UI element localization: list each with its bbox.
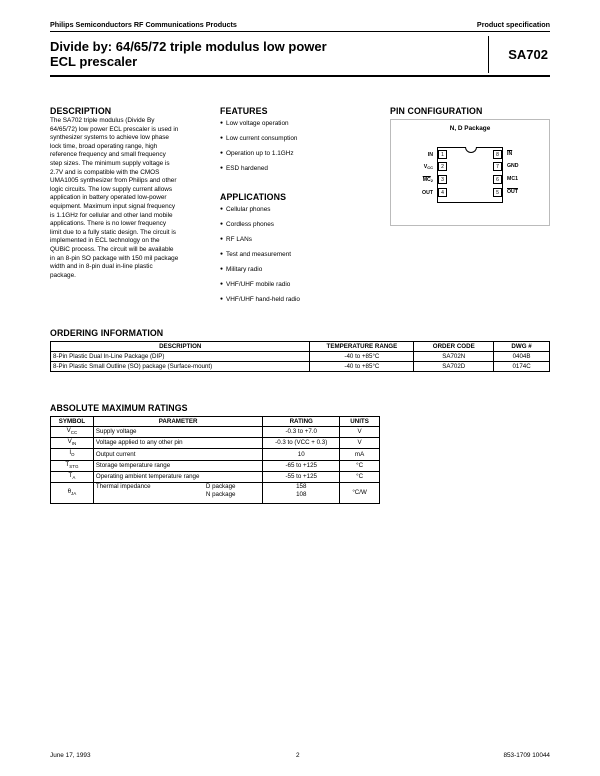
part-number: SA702 xyxy=(508,47,548,62)
symbol-main: V xyxy=(67,438,72,446)
applications-item: ● VHF/UHF mobile radio xyxy=(220,281,290,288)
description-line: application in battery operated low-power xyxy=(50,194,167,202)
description-line: logic circuits. The low supply current allows xyxy=(50,185,173,193)
ratings-value: -65 to +125 xyxy=(263,460,340,471)
ordering-column-header: DESCRIPTION xyxy=(51,342,310,352)
ratings-row xyxy=(51,427,380,438)
ratings-value: 10 xyxy=(263,449,340,460)
thermal-value-d: 158 xyxy=(296,483,307,491)
applications-item: ● VHF/UHF hand-held radio xyxy=(220,296,300,303)
ratings-symbol xyxy=(51,438,94,449)
description-text xyxy=(50,117,210,280)
pin-label-left: OUT xyxy=(422,190,433,196)
ratings-value: -55 to +125 xyxy=(263,471,340,482)
ratings-row xyxy=(51,449,380,460)
header-rule xyxy=(50,31,550,32)
ratings-value: -0.3 to (VCC + 0.3) xyxy=(263,438,340,449)
ratings-parameter: Operating ambient temperature range xyxy=(93,471,262,482)
ordering-column-header: DWG # xyxy=(494,342,550,352)
ratings-unit: °C xyxy=(340,460,380,471)
description-line: width and in 8-pin dual in-line plastic xyxy=(50,263,153,271)
applications-item: ● Cellular phones xyxy=(220,206,270,213)
ordering-row xyxy=(51,362,550,372)
ratings-symbol xyxy=(51,460,94,471)
thermal-pkg-n: N package xyxy=(205,491,236,499)
ratings-parameter xyxy=(93,483,262,504)
pin-label-right: $\overline{IN}$ xyxy=(507,151,513,157)
description-line: step sizes. The minimum supply voltage is xyxy=(50,159,170,167)
features-heading: FEATURES xyxy=(220,106,268,116)
thermal-pkg-d: D package xyxy=(205,483,236,491)
pin-label-left: VCC xyxy=(423,164,433,170)
pin-label-right: GND xyxy=(507,163,519,169)
footer-doc-number: 853-1709 10044 xyxy=(503,752,550,759)
ratings-parameter: Voltage applied to any other pin xyxy=(93,438,262,449)
ratings-symbol xyxy=(51,449,94,460)
ratings-value: -0.3 to +7.0 xyxy=(263,427,340,438)
ordering-cell: 0404B xyxy=(494,352,550,362)
ratings-row xyxy=(51,471,380,482)
pin-number: 8 xyxy=(493,150,502,159)
applications-heading: APPLICATIONS xyxy=(220,192,287,202)
description-line: 64/65/72) low power ECL prescaler is used in xyxy=(50,125,179,133)
pin-label-right: $\overline{OUT}$ xyxy=(507,189,518,195)
footer-date: June 17, 1993 xyxy=(50,752,91,759)
features-item: ● Low voltage operation xyxy=(220,120,289,127)
page-title xyxy=(50,40,327,69)
ratings-unit: °C/W xyxy=(340,483,380,504)
description-line: equipment. Maximum input signal frequency xyxy=(50,202,176,210)
footer-page-number: 2 xyxy=(296,752,300,759)
ordering-cell: SA702N xyxy=(414,352,494,362)
thermal-param-label: Thermal impedance xyxy=(95,483,151,491)
pin-label-left: IN xyxy=(427,152,433,158)
pin-number: 5 xyxy=(493,188,502,197)
ratings-column-header: UNITS xyxy=(340,417,380,427)
ordering-heading: ORDERING INFORMATION xyxy=(50,328,164,338)
ordering-cell: 8-Pin Plastic Dual In-Line Package (DIP) xyxy=(51,352,310,362)
pin-number: 6 xyxy=(493,175,502,184)
ordering-cell: 8-Pin Plastic Small Outline (SO) package (Surface-mount) xyxy=(51,362,310,372)
title-rule xyxy=(50,75,550,77)
description-line: in an 8-pin SO package with 150 mil package xyxy=(50,254,179,262)
ratings-symbol xyxy=(51,471,94,482)
ratings-parameter: Output current xyxy=(93,449,262,460)
ratings-value xyxy=(263,483,340,504)
ratings-table xyxy=(50,416,380,504)
description-line: implemented in ECL technology on the xyxy=(50,237,160,245)
ordering-cell: -40 to +85°C xyxy=(310,362,414,372)
header-doc-type: Product specification xyxy=(476,20,550,29)
pin-number: 7 xyxy=(493,162,502,171)
package-label: N, D Package xyxy=(449,125,491,132)
ratings-row xyxy=(51,438,380,449)
ordering-cell: 0174C xyxy=(494,362,550,372)
applications-item: ● RF LANs xyxy=(220,236,252,243)
ratings-parameter: Supply voltage xyxy=(93,427,262,438)
pin-label-right: MC1 xyxy=(507,176,518,182)
symbol-main: I xyxy=(69,449,72,457)
title-divider xyxy=(488,36,489,73)
applications-item: ● Test and measurement xyxy=(220,251,291,258)
description-line: applications. There is no lower frequency xyxy=(50,220,167,228)
description-line: synthesizer systems to achieve low phase xyxy=(50,134,169,142)
ratings-unit: °C xyxy=(340,471,380,482)
ic-notch xyxy=(465,147,477,153)
ratings-parameter: Storage temperature range xyxy=(93,460,262,471)
ordering-cell: SA702D xyxy=(414,362,494,372)
description-line: is 1.1GHz for cellular and other land mobile xyxy=(50,211,173,219)
ratings-column-header: PARAMETER xyxy=(93,417,262,427)
features-item: ● Low current consumption xyxy=(220,135,297,142)
ordering-cell: -40 to +85°C xyxy=(310,352,414,362)
ratings-column-header: RATING xyxy=(263,417,340,427)
description-line: limit due to a fully static design. The circuit is xyxy=(50,228,176,236)
pin-number: 1 xyxy=(438,150,447,159)
symbol-main: θ xyxy=(67,488,72,496)
ordering-column-header: TEMPERATURE RANGE xyxy=(310,342,414,352)
symbol-main: T xyxy=(68,471,73,479)
header-company: Philips Semiconductors RF Communications Products xyxy=(50,20,237,29)
ratings-symbol xyxy=(51,427,94,438)
symbol-sub: CC xyxy=(70,430,78,436)
ordering-table xyxy=(50,341,550,372)
description-line: lock time, broad operating range, high xyxy=(50,142,158,150)
pin-number: 2 xyxy=(438,162,447,171)
ratings-heading: ABSOLUTE MAXIMUM RATINGS xyxy=(50,403,188,413)
ratings-column-header: SYMBOL xyxy=(51,417,94,427)
symbol-sub: JA xyxy=(71,491,77,497)
ordering-column-header: ORDER CODE xyxy=(414,342,494,352)
title-line-1: Divide by: 64/65/72 triple modulus low power xyxy=(50,39,327,54)
title-line-2: ECL prescaler xyxy=(50,53,138,69)
symbol-main: V xyxy=(66,427,71,434)
description-line: UMA1005 synthesizer from Philips and other xyxy=(50,177,177,185)
description-line: 2.7V and is compatible with the CMOS xyxy=(50,168,160,176)
symbol-sub: IN xyxy=(71,441,77,447)
ratings-unit: V xyxy=(340,438,380,449)
features-item: ● ESD hardened xyxy=(220,165,268,172)
ratings-row xyxy=(51,460,380,471)
pin-number: 4 xyxy=(438,188,447,197)
thermal-value-n: 108 xyxy=(296,491,307,499)
applications-item: ● Cordless phones xyxy=(220,221,274,228)
description-line: package. xyxy=(50,271,76,279)
description-heading: DESCRIPTION xyxy=(50,106,112,116)
symbol-main: T xyxy=(65,460,70,468)
symbol-sub: A xyxy=(72,475,76,481)
ratings-unit: V xyxy=(340,427,380,438)
pin-number: 3 xyxy=(438,175,447,184)
ratings-row-thermal xyxy=(51,483,380,504)
pin-label-left: $\overline{MC}2$ xyxy=(422,177,433,183)
ratings-unit: mA xyxy=(340,449,380,460)
ratings-symbol xyxy=(51,483,94,504)
symbol-sub: STG xyxy=(69,463,79,469)
pin-config-heading: PIN CONFIGURATION xyxy=(390,106,483,116)
description-line: The SA702 triple modulus (Divide By xyxy=(50,117,155,124)
features-item: ● Operation up to 1.1GHz xyxy=(220,150,294,157)
description-line: reference frequency and small frequency xyxy=(50,151,166,159)
symbol-sub: O xyxy=(71,452,75,458)
ordering-row xyxy=(51,352,550,362)
description-line: QUBiC process. The circuit will be available xyxy=(50,245,174,253)
applications-item: ● Military radio xyxy=(220,266,262,273)
pin-config-diagram xyxy=(390,119,550,226)
